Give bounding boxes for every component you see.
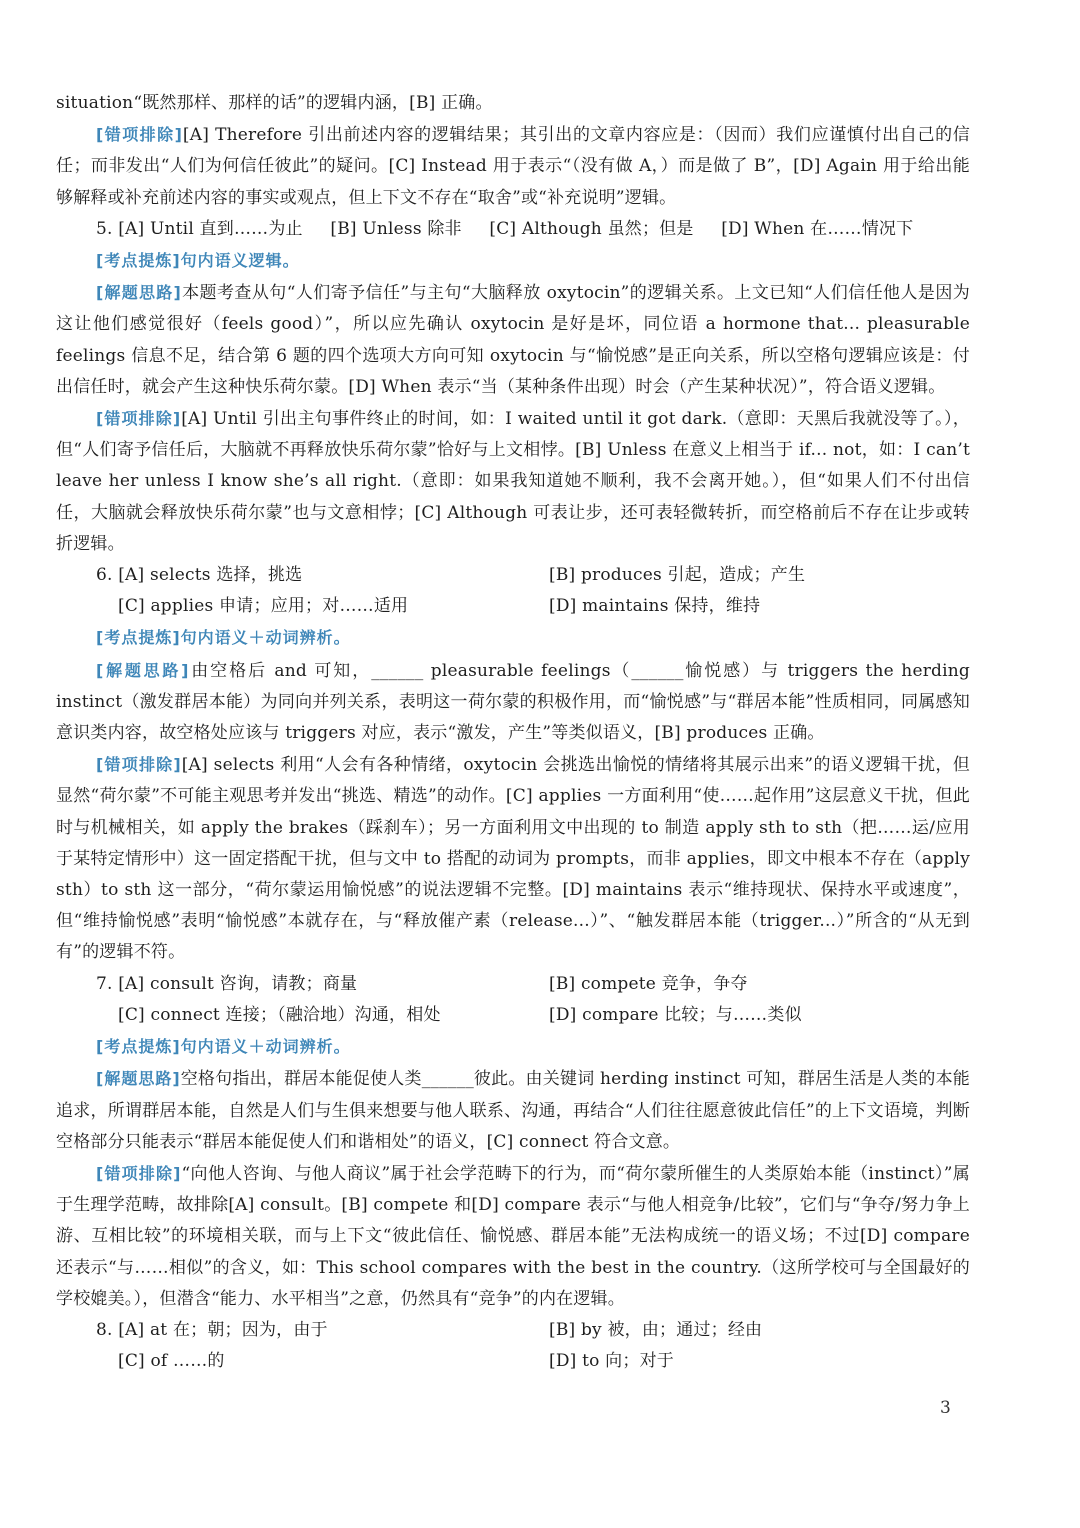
section-tag: [错项排除]: [96, 409, 182, 429]
text: “向他人咨询、与他人商议”属于社会学范畴下的行为，而“荷尔蒙所催生的人类原始本能（instinct）”属于生理学范畴，故排除[A] consult。[B] compete 和[D] compare 表示“与他人相竞争/比较”，它们与“争夺/努力争上游、互相比较”的环境相关联，而与上下文“彼此信任、愉悦感、群居本能”无法构成统一的语义场；不过[D] compare 还表示“与……相似”的含义，如：This school compares with the best in the country.（这所学校可与全国最好的学校媲美。），但潜含“能力、水平相当”之意，仍然具有“竞争”的内在逻辑。: [56, 1163, 970, 1309]
option-d: [D] to 向；对于: [549, 1351, 674, 1372]
question-7-options-row1: [56, 969, 970, 1000]
section-tag: [错项排除]: [96, 125, 183, 145]
text: 本题考查从句“人们寄予信任”与主句“大脑释放 oxytocin”的逻辑关系。上文已知“人们信任他人是因为这让他们感觉很好（feels good）”，所以应先确认 oxytocin 是好是坏，同位语 a hormone that... pleasurable feelings 信息不足，结合第 6 题的四个选项大方向可知 oxytocin 与“愉悦感”是正向关系，所以空格句逻辑应该是：付出信任时，就会产生这种快乐荷尔蒙。[D] When 表示“当（某种条件出现）时会（产生某种状况）”，符合语义逻辑。: [56, 283, 970, 397]
option-a: 6. [A] selects 选择，挑选: [96, 565, 303, 586]
option-b: [B] produces 引起，造成；产生: [549, 565, 806, 586]
paragraph-solution-6: [56, 655, 970, 750]
section-title: 句内语义逻辑。: [180, 251, 300, 271]
paragraph-wrong-options-6: [56, 749, 970, 968]
option-a: 8. [A] at 在；朝；因为，由于: [96, 1319, 328, 1340]
option-b: [B] compete 竞争，争夺: [549, 973, 748, 994]
paragraph-wrong-options-7: [56, 1158, 970, 1315]
option-b: [B] by 被，由；通过；经由: [549, 1319, 763, 1340]
option-c: [C] of ……的: [118, 1351, 225, 1372]
section-tag: [错项排除]: [96, 755, 182, 775]
section-title: 句内语义＋动词辨析。: [180, 628, 351, 648]
option-c: [C] Although 虽然；但是: [489, 218, 694, 239]
option-b: [B] Unless 除非: [330, 218, 462, 239]
question-5-options: [56, 214, 970, 245]
option-a: 7. [A] consult 咨询，请教；商量: [96, 973, 358, 994]
text: [A] Until 引出主句事件终止的时间，如：I waited until it got dark.（意即：天黑后我就没等了。），但“人们寄予信任后，大脑就不再释放快乐荷尔蒙”恰好与上文相悖。[B] Unless 在意义上相当于 if... not，如：I can’t leave her unless I know she’s all right.（意即：如果我知道她不顺利，我不会离开她。），但“如果人们不付出信任，大脑就会释放快乐荷尔蒙”也与文意相悖；[C] Although 可表让步，还可表轻微转折，而空格前后不存在让步或转折逻辑。: [56, 409, 970, 554]
question-6-options-row1: [56, 560, 970, 591]
section-tag: [解题思路]: [96, 283, 182, 303]
text: 空格句指出，群居本能促使人类______彼此。由关键词 herding instinct 可知，群居生活是人类的本能追求，所谓群居本能，自然是人们与生俱来想要与他人联系、沟通，再结合“人们往往愿意彼此信任”的上下文语境，判断空格部分只能表示“群居本能促使人们和谐相处”的语义，[C] connect 符合文意。: [56, 1069, 970, 1152]
page-number: 3: [940, 1398, 951, 1418]
section-tag: [考点提炼]: [96, 1037, 181, 1057]
option-a: 5. [A] Until 直到……为止: [96, 218, 303, 239]
paragraph-wrong-options-5: [56, 403, 970, 560]
option-d: [D] maintains 保持，维持: [549, 596, 761, 617]
paragraph-key-point-6: [56, 622, 970, 654]
question-8-options-row2: [56, 1346, 970, 1377]
option-d: [D] When 在……情况下: [721, 218, 914, 239]
question-6-options-row2: [56, 591, 970, 622]
question-7-options-row2: [56, 1000, 970, 1031]
paragraph-solution-5: [56, 277, 970, 403]
paragraph-key-point-7: [56, 1031, 970, 1063]
option-c: [C] connect 连接；（融洽地）沟通，相处: [118, 1004, 441, 1025]
section-tag: [错项排除]: [96, 1163, 182, 1183]
section-title: 句内语义＋动词辨析。: [180, 1037, 351, 1057]
paragraph-continuation: [56, 88, 970, 119]
section-tag: [考点提炼]: [96, 251, 181, 271]
text: situation“既然那样、那样的话”的逻辑内涵，[B] 正确。: [56, 93, 493, 113]
question-8-options-row1: [56, 1315, 970, 1346]
paragraph-solution-7: [56, 1063, 970, 1158]
text: [A] selects 利用“人会有各种情绪，oxytocin 会挑选出愉悦的情绪将其展示出来”的语义逻辑干扰，但显然“荷尔蒙”不可能主观思考并发出“挑选、精选”的动作。[C] applies 一方面利用“使……起作用”这层意义干扰，但此时与机械相关，如 apply the brakes（踩刹车）；另一方面利用文中出现的 to 制造 apply sth to sth（把……运/应用于某特定情形中）这一固定搭配干扰，但与文中 to 搭配的动词为 prompts，而非 applies，即文中根本不存在（apply sth）to sth 这一部分，“荷尔蒙运用愉悦感”的说法逻辑不完整。[D] maintains 表示“维持现状、保持水平或速度”，但“维持愉悦感”表明“愉悦感”本就存在，与“释放催产素（release...）”、“触发群居本能（trigger...）”所含的“从无到有”的逻辑不符。: [56, 755, 970, 963]
paragraph-key-point-5: [56, 245, 970, 277]
option-d: [D] compare 比较；与……类似: [549, 1004, 802, 1025]
section-tag: [解题思路]: [96, 660, 190, 680]
section-tag: [解题思路]: [96, 1069, 181, 1089]
text: 由空格后 and 可知，______ pleasurable feelings（______愉悦感）与 triggers the herding instinct（激发群居本能）为同向并列关系，表明这一荷尔蒙的积极作用，而“愉悦感”与“群居本能”性质相同，同属感知意识类内容，故空格处应该与 triggers 对应，表示“激发，产生”等类似语义，[B] produces 正确。: [56, 660, 970, 744]
option-c: [C] applies 申请；应用；对……适用: [118, 596, 409, 617]
paragraph-wrong-options-4: [56, 119, 970, 214]
page-content: [56, 88, 970, 1377]
text: [A] Therefore 引出前述内容的逻辑结果；其引出的文章内容应是：（因而）我们应谨慎付出自己的信任；而非发出“人们为何信任彼此”的疑问。[C] Instead 用于表示“（没有做 A，）而是做了 B”，[D] Again 用于给出能够解释或补充前述内容的事实或观点，但上下文不存在“取舍”或“补充说明”逻辑。: [56, 125, 970, 208]
section-tag: [考点提炼]: [96, 628, 181, 648]
